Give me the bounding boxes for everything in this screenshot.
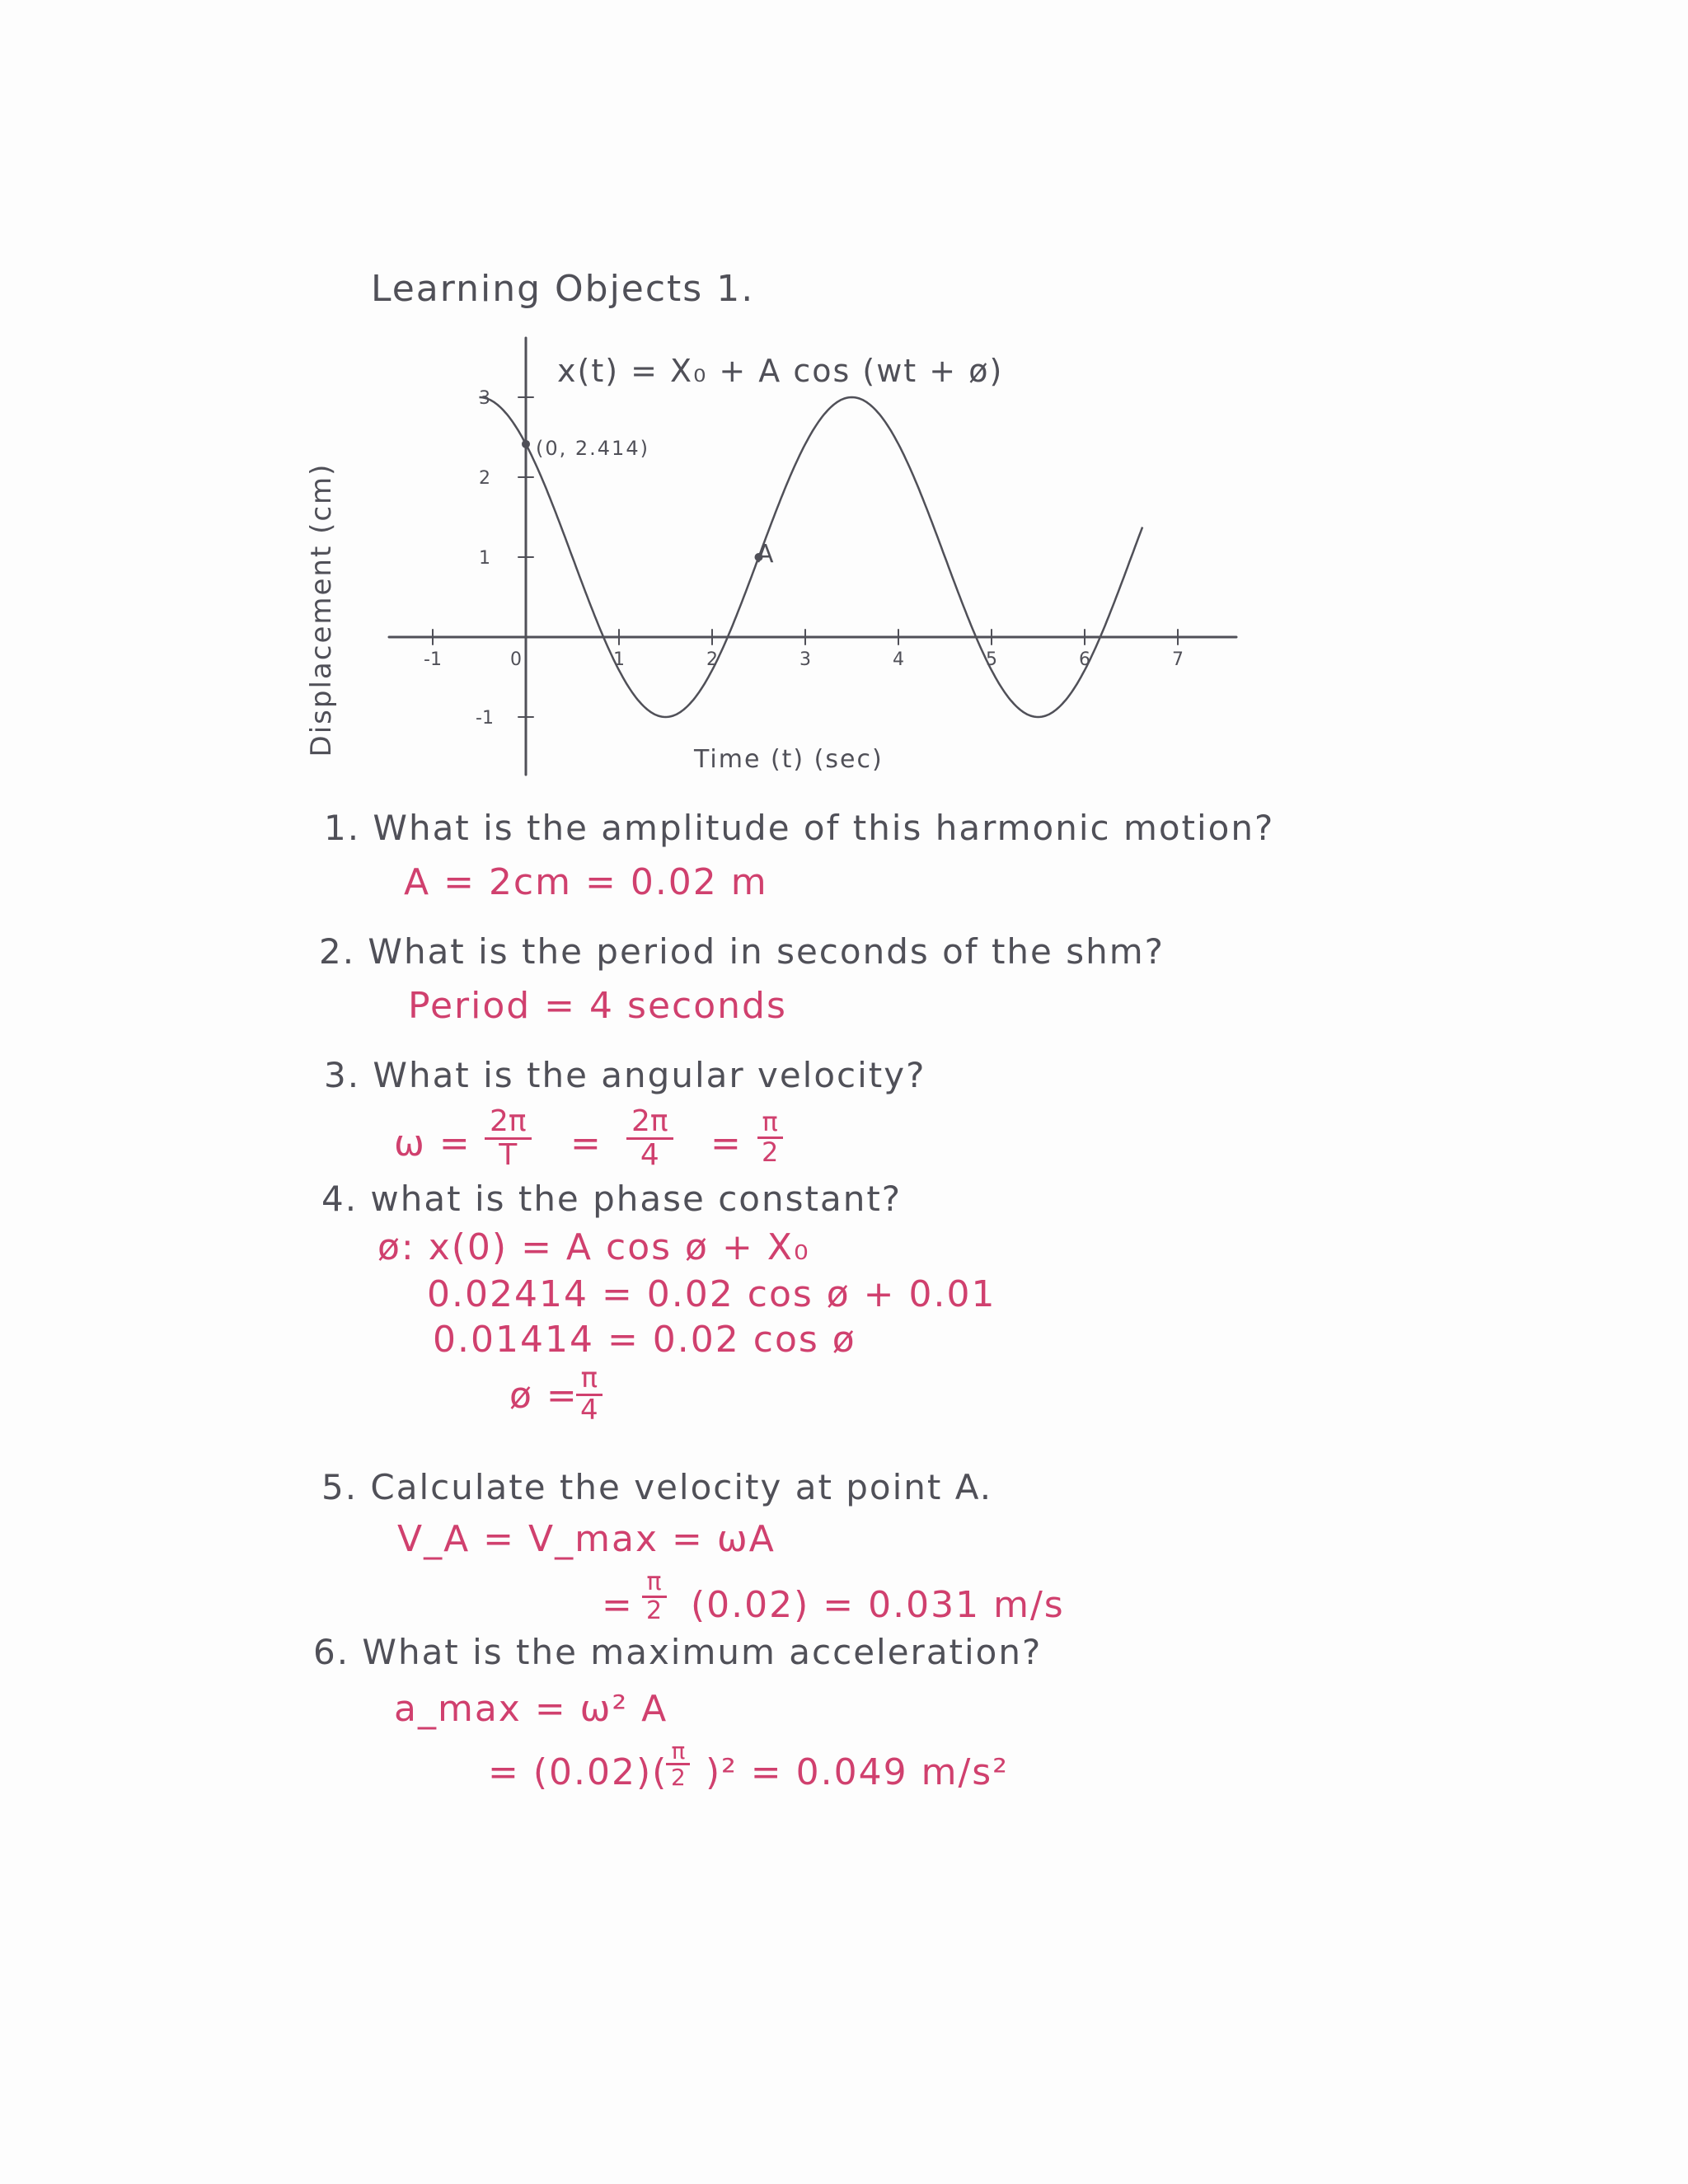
fraction-denominator: 4 <box>640 1137 659 1172</box>
fraction-denominator: 2 <box>646 1596 663 1625</box>
x-tick-label: 4 <box>893 649 904 670</box>
fraction-denominator: 4 <box>580 1393 598 1427</box>
graph-equation: x(t) = X₀ + A cos (wt + ø) <box>557 353 1004 389</box>
x-tick-label: 0 <box>510 649 522 670</box>
equals-sign: = <box>570 1122 603 1165</box>
phi-lhs: ø = <box>509 1375 579 1417</box>
omega-fraction-3 <box>757 1108 783 1166</box>
phi-fraction <box>575 1361 603 1427</box>
equals-sign: = <box>602 1584 634 1626</box>
x-axis-label: Time (t) (sec) <box>694 745 884 774</box>
initial-point-marker <box>522 440 530 448</box>
graph-axes <box>389 338 1236 775</box>
y-tick-label: 3 <box>479 388 490 409</box>
fraction-denominator: 2 <box>671 1764 686 1792</box>
y-tick-label: -1 <box>476 708 494 729</box>
question-5: 5. Calculate the velocity at point A. <box>321 1467 993 1507</box>
answer-5-line-2: (0.02) = 0.031 m/s <box>691 1584 1065 1626</box>
x-tick-label: 6 <box>1079 649 1090 670</box>
answer-1: A = 2cm = 0.02 m <box>404 861 768 903</box>
y-tick-label: 1 <box>479 548 490 569</box>
answer-4-line-2: 0.02414 = 0.02 cos ø + 0.01 <box>427 1273 996 1315</box>
answer-6-line-1: a_max = ω² A <box>394 1688 668 1730</box>
x-tick-label: 2 <box>706 649 718 670</box>
point-label-initial: (0, 2.414) <box>536 437 649 460</box>
displacement-graph <box>0 0 1688 824</box>
answer-2: Period = 4 seconds <box>408 985 787 1027</box>
answer-4-line-3: 0.01414 = 0.02 cos ø <box>433 1319 856 1361</box>
x-tick-label: 1 <box>613 649 625 670</box>
answer-5-line-1: V_A = V_max = ωA <box>397 1518 776 1560</box>
omega-lhs: ω = <box>394 1122 471 1165</box>
question-4: 4. what is the phase constant? <box>321 1179 903 1219</box>
x-tick-label: 3 <box>799 649 811 670</box>
x-tick-label: 7 <box>1172 649 1184 670</box>
omega-fraction-2 <box>626 1106 673 1171</box>
fraction-denominator: T <box>499 1137 518 1172</box>
answer-4-line-1: ø: x(0) = A cos ø + X₀ <box>377 1226 810 1268</box>
y-axis-label: Displacement (cm) <box>305 462 338 757</box>
fraction-denominator: 2 <box>762 1136 779 1168</box>
x-tick-label: 5 <box>986 649 997 670</box>
fraction-numerator: π <box>642 1569 667 1598</box>
equals-sign: = <box>710 1122 743 1165</box>
acceleration-fraction <box>666 1739 691 1790</box>
page-title: Learning Objects 1. <box>371 268 755 310</box>
fraction-numerator: π <box>757 1108 783 1139</box>
answer-6-line-2-pre: = (0.02)( <box>488 1751 668 1793</box>
y-tick-label: 2 <box>479 468 490 489</box>
fraction-numerator: 2π <box>485 1106 532 1140</box>
answer-6-line-2-post: )² = 0.049 m/s² <box>706 1751 1009 1793</box>
question-1: 1. What is the amplitude of this harmonic motion? <box>324 808 1275 848</box>
question-6: 6. What is the maximum acceleration? <box>313 1632 1043 1672</box>
fraction-numerator: 2π <box>626 1106 673 1140</box>
fraction-numerator: π <box>576 1364 603 1396</box>
question-3: 3. What is the angular velocity? <box>324 1055 926 1095</box>
question-2: 2. What is the period in seconds of the shm? <box>319 931 1165 972</box>
fraction-numerator: π <box>666 1739 690 1765</box>
x-tick-label: -1 <box>424 649 442 670</box>
omega-fraction-1 <box>485 1106 532 1171</box>
point-a-label: A <box>757 540 776 569</box>
velocity-fraction <box>641 1569 667 1624</box>
